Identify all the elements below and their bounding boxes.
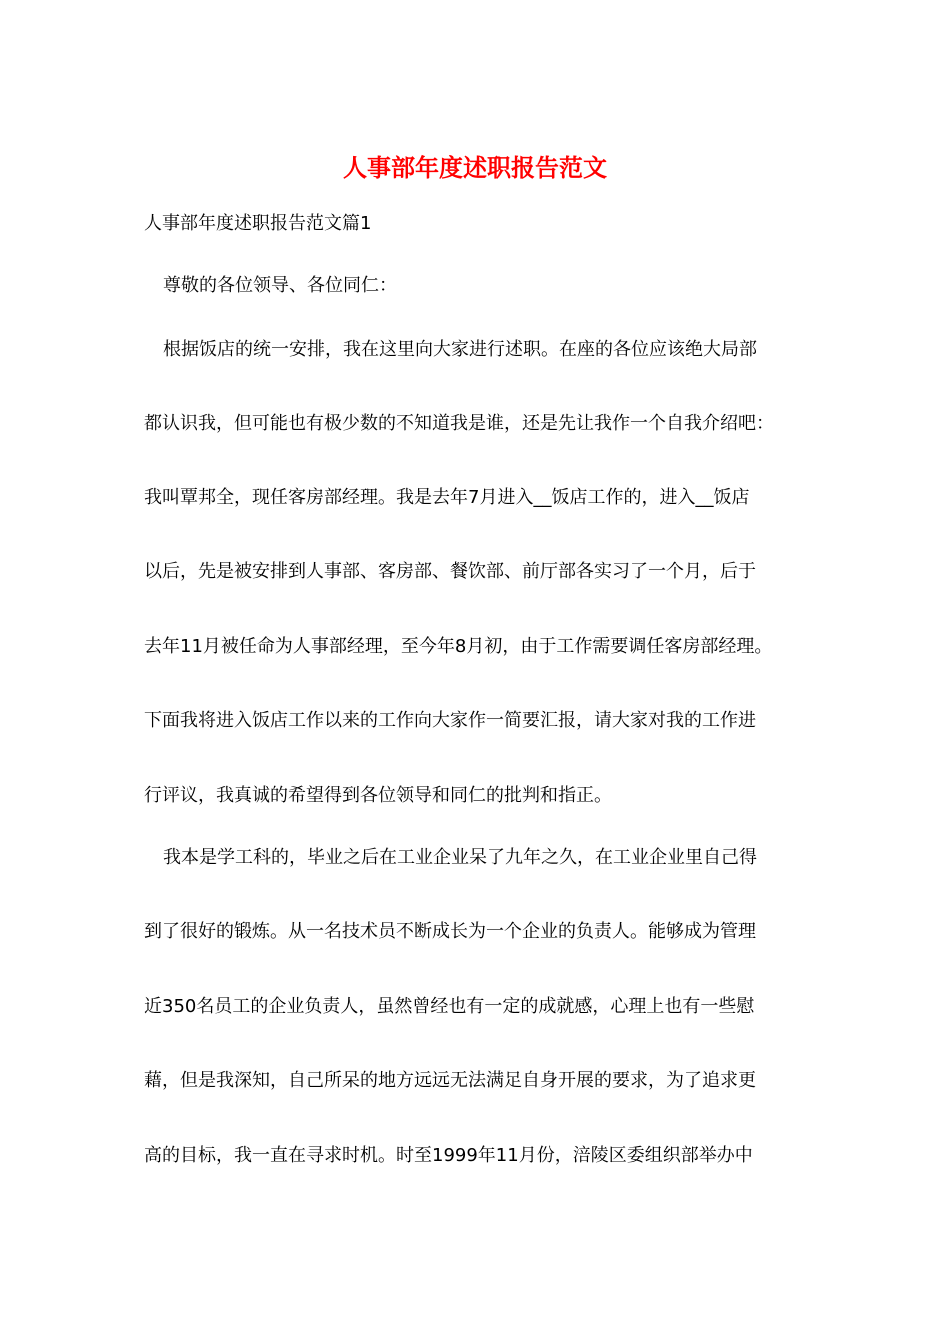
- paragraph-line: 近350名员工的企业负责人，虽然曾经也有一定的成就感，心理上也有一些慰: [144, 996, 755, 1017]
- paragraph-line: 根据饭店的统一安排，我在这里向大家进行述职。在座的各位应该绝大局部: [163, 339, 757, 360]
- paragraph-line: 去年11月被任命为人事部经理，至今年8月初，由于工作需要调任客房部经理。: [144, 636, 773, 657]
- paragraph-line: 藉，但是我深知，自己所呆的地方远远无法满足自身开展的要求，为了追求更: [144, 1070, 756, 1091]
- paragraph-line: 我叫覃邦全，现任客房部经理。我是去年7月进入__饭店工作的，进入__饭店: [144, 487, 750, 508]
- paragraph-line: 到了很好的锻炼。从一名技术员不断成长为一个企业的负责人。能够成为管理: [144, 921, 756, 942]
- document-title: 人事部年度述职报告范文: [343, 153, 607, 182]
- paragraph-line: 行评议，我真诚的希望得到各位领导和同仁的批判和指正。: [144, 785, 612, 806]
- paragraph-line: 以后，先是被安排到人事部、客房部、餐饮部、前厅部各实习了一个月，后于: [144, 561, 756, 582]
- salutation-line: 尊敬的各位领导、各位同仁：: [163, 275, 397, 296]
- paragraph-line: 高的目标，我一直在寻求时机。时至1999年11月份，涪陵区委组织部举办中: [144, 1145, 753, 1166]
- document-subtitle: 人事部年度述职报告范文篇1: [144, 213, 372, 234]
- paragraph-line: 我本是学工科的，毕业之后在工业企业呆了九年之久，在工业企业里自己得: [163, 847, 757, 868]
- paragraph-line: 都认识我，但可能也有极少数的不知道我是谁，还是先让我作一个自我介绍吧：: [144, 413, 774, 434]
- paragraph-line: 下面我将进入饭店工作以来的工作向大家作一简要汇报，请大家对我的工作进: [144, 710, 756, 731]
